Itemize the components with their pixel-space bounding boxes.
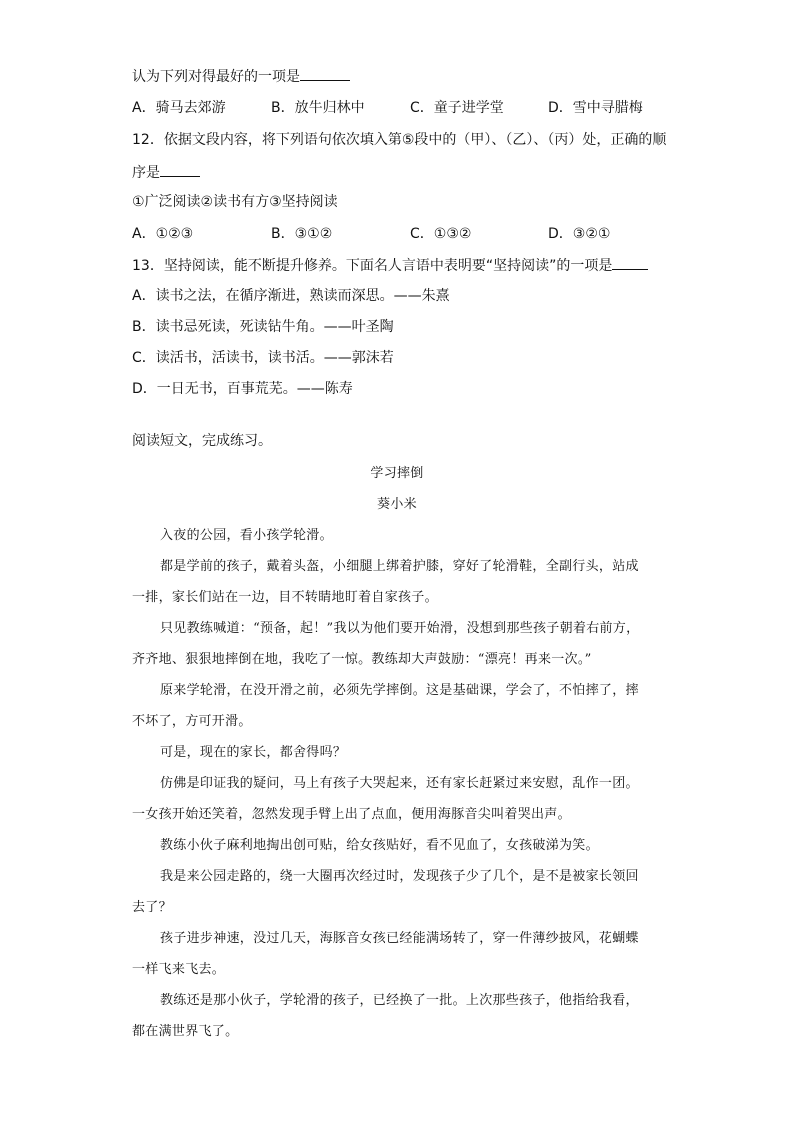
q12-option-d[interactable]: D．③②①	[548, 226, 611, 242]
paragraph-line: 去了？	[132, 900, 172, 915]
paragraph-line: 孩子进步神速，没过几天，海豚音女孩已经能满场转了，穿一件薄纱披风，花蝴蝶	[160, 931, 639, 946]
answer-blank[interactable]	[612, 255, 648, 270]
q12-option-c[interactable]: C．①③②	[410, 226, 472, 242]
paragraph-line: 仿佛是印证我的疑问，马上有孩子大哭起来，还有家长赶紧过来安慰，乱作一团。	[160, 776, 639, 791]
q13-option-a[interactable]: A．读书之法，在循序渐进，熟读而深思。——朱熹	[132, 288, 450, 304]
q12-option-b[interactable]: B．③①②	[271, 226, 333, 242]
q12-option-a[interactable]: A．①②③	[132, 226, 194, 242]
paragraph-line: 教练还是那小伙子，学轮滑的孩子，已经换了一批。上次那些孩子，他指给我看，	[160, 993, 639, 1008]
paragraph-line: 原来学轮滑，在没开滑之前，必须先学摔倒。这是基础课，学会了，不怕摔了，摔	[160, 683, 639, 698]
q13-option-d[interactable]: D．一日无书，百事荒芜。——陈寿	[132, 381, 353, 397]
q12-items: ①广泛阅读②读书有方③坚持阅读	[132, 194, 338, 210]
paragraph-line: 一女孩开始还笑着，忽然发现手臂上出了点血，便用海豚音尖叫着哭出声。	[132, 807, 571, 822]
paragraph-line: 不坏了，方可开滑。	[132, 714, 252, 729]
paragraph-line: 一样飞来飞去。	[132, 962, 226, 977]
q12-stem-text: 序是	[132, 165, 160, 181]
paragraph-line: 教练小伙子麻利地掏出创可贴，给女孩贴好，看不见血了，女孩破涕为笑。	[160, 838, 599, 853]
q11-option-b[interactable]: B．放牛归林中	[271, 100, 365, 116]
reading-instruction: 阅读短文，完成练习。	[132, 433, 272, 449]
q13-option-b[interactable]: B．读书忌死读，死读钻牛角。——叶圣陶	[132, 319, 394, 335]
q11-stem-text: 认为下列对得最好的一项是	[132, 69, 300, 85]
q13-stem	[132, 255, 648, 276]
q11-options	[132, 98, 692, 118]
paragraph-line: 都在满世界飞了。	[132, 1024, 239, 1039]
q12-options	[132, 224, 692, 244]
q13-stem-text: 13．坚持阅读，能不断提升修养。下面名人言语中表明要“坚持阅读”的一项是	[132, 258, 613, 274]
answer-blank[interactable]	[160, 162, 200, 177]
q12-stem-line1: 12．依据文段内容，将下列语句依次填入第⑤段中的（甲）、（乙）、（丙）处，正确的顺	[132, 132, 667, 148]
q12-stem-line2	[132, 162, 200, 183]
q11-option-c[interactable]: C．童子进学堂	[410, 100, 504, 116]
q11-stem	[132, 66, 350, 87]
q11-option-a[interactable]: A．骑马去郊游	[132, 100, 226, 116]
paragraph-line: 齐齐地、狠狠地摔倒在地，我吃了一惊。教练却大声鼓励：“漂亮！再来一次。”	[132, 652, 592, 667]
paragraph-line: 我是来公园走路的，绕一大圈再次经过时，发现孩子少了几个，是不是被家长领回	[160, 869, 639, 884]
answer-blank[interactable]	[300, 66, 350, 81]
paragraph-line: 可是，现在的家长，都舍得吗？	[160, 745, 347, 760]
q11-option-d[interactable]: D．雪中寻腊梅	[548, 100, 643, 116]
q13-option-c[interactable]: C．读活书，活读书，读书活。——郭沫若	[132, 350, 394, 366]
paragraph-line: 都是学前的孩子，戴着头盔，小细腿上绑着护膝，穿好了轮滑鞋，全副行头，站成	[160, 559, 639, 574]
paragraph-line: 只见教练喊道：“预备，起！”我以为他们要开始滑，没想到那些孩子朝着右前方，	[160, 621, 640, 636]
passage-title: 学习摔倒	[370, 466, 424, 481]
passage-author: 葵小米	[377, 497, 417, 512]
paragraph-line: 一排，家长们站在一边，目不转睛地盯着自家孩子。	[132, 590, 438, 605]
paragraph-line: 入夜的公园，看小孩学轮滑。	[160, 528, 333, 543]
